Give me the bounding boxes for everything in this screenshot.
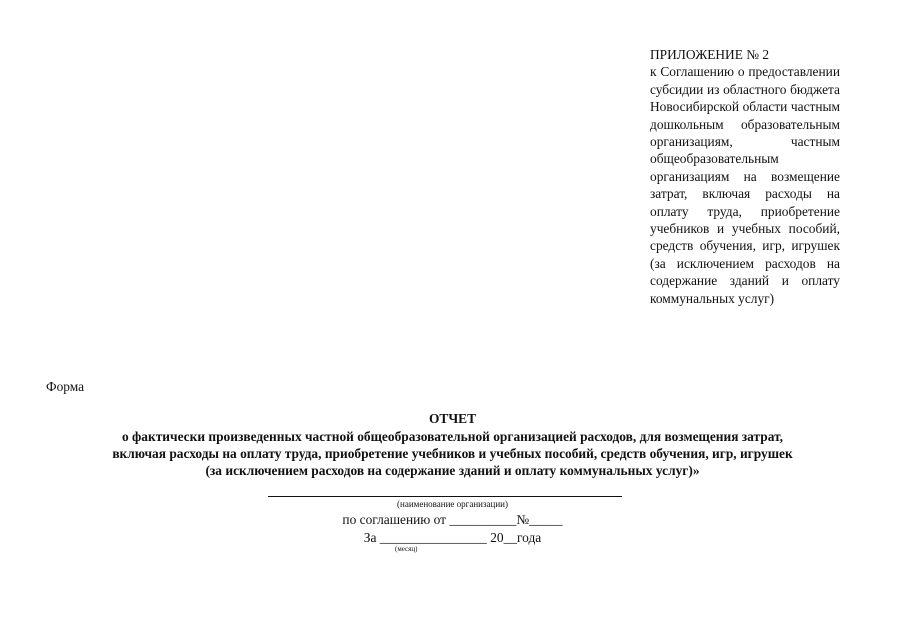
organization-name-caption: (наименование организации) bbox=[397, 499, 508, 509]
appendix-body: к Соглашению о предоставлении субсидии из областного бюджета Новосибирской области частным дошкольным образовательным организациям, частным общеобразовательным организациям на возмещение затрат, включая расходы на оплату труда, приобретение учебников и учебных пособий, средств обучения, игр, игрушек (за исключением расходов на содержание зданий и оплату коммунальных услуг) bbox=[650, 64, 840, 306]
report-subtitle-line-2: включая расходы на оплату труда, приобретение учебников и учебных пособий, средств обучения, игр, игрушек bbox=[112, 446, 793, 461]
month-caption: (месяц) bbox=[395, 545, 418, 553]
report-title: ОТЧЕТ bbox=[428, 411, 477, 426]
period-line: За ________________ 20__года bbox=[363, 530, 542, 545]
agreement-line: по соглашению от __________№_____ bbox=[342, 512, 563, 527]
appendix-title: ПРИЛОЖЕНИЕ № 2 bbox=[650, 47, 770, 62]
report-subtitle-line-3: (за исключением расходов на содержание зданий и оплату коммунальных услуг)» bbox=[205, 463, 700, 478]
appendix-header bbox=[650, 46, 840, 307]
form-label: Форма bbox=[46, 379, 85, 394]
report-subtitle-line-1: о фактически произведенных частной общеобразовательной организацией расходов, для возмещения затрат, bbox=[122, 429, 783, 444]
organization-name-line bbox=[268, 496, 622, 497]
report-heading bbox=[0, 410, 905, 479]
